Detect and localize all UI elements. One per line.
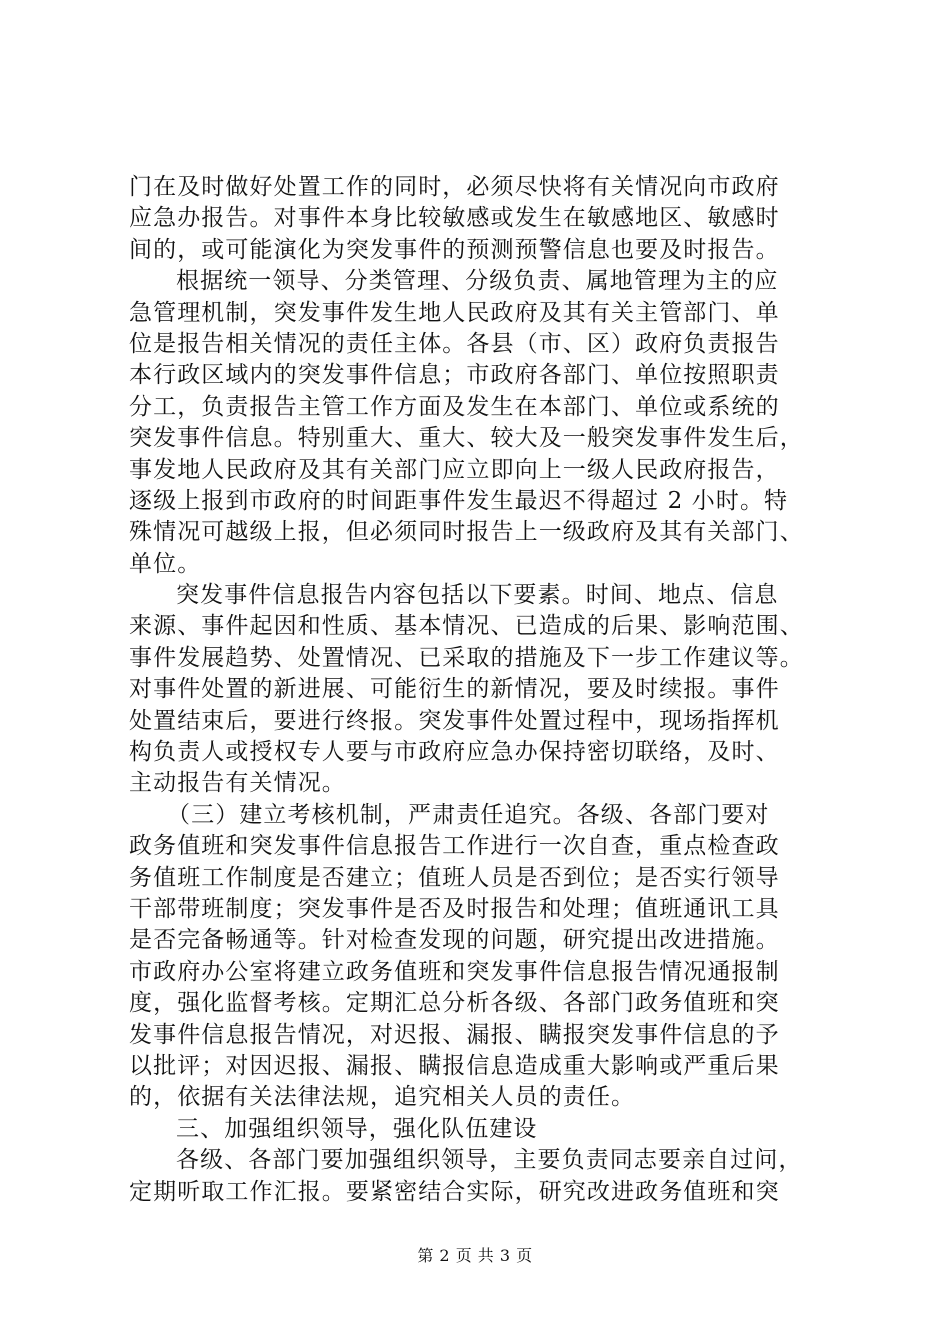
text-line: 殊情况可越级上报，但必须同时报告上一级政府及其有关部门、: [129, 519, 804, 546]
text-line: 本行政区域内的突发事件信息；市政府各部门、单位按照职责: [129, 362, 780, 389]
paragraph-start-line: 根据统一领导、分类管理、分级负责、属地管理为主的应: [176, 268, 779, 295]
text-line: 逐级上报到市政府的时间距事件发生最迟不得超过 2 小时。特: [129, 487, 789, 514]
paragraph-start-line: 各级、各部门要加强组织领导，主要负责同志要亲自过问，: [176, 1147, 803, 1174]
text-line: 以批评；对因迟报、漏报、瞒报信息造成重大影响或严重后果: [129, 1052, 780, 1079]
text-line: 门在及时做好处置工作的同时，必须尽快将有关情况向市政府: [129, 174, 780, 200]
text-line: 市政府办公室将建立政务值班和突发事件信息报告情况通报制: [129, 958, 780, 985]
text-line: 单位。: [129, 550, 202, 577]
text-line: 事件发展趋势、处置情况、已采取的措施及下一步工作建议等。: [129, 644, 804, 671]
text-line: 对事件处置的新进展、可能衍生的新情况，要及时续报。事件: [129, 676, 780, 703]
section-heading-line: （三）建立考核机制，严肃责任追究。各级、各部门要对: [167, 801, 770, 828]
text-line: 位是报告相关情况的责任主体。各县（市、区）政府负责报告: [129, 330, 780, 357]
text-line: 应急办报告。对事件本身比较敏感或发生在敏感地区、敏感时: [129, 205, 780, 232]
paragraph-start-line: 突发事件信息报告内容包括以下要素。时间、地点、信息: [176, 582, 779, 609]
document-body: [129, 172, 829, 1208]
text-line: 发事件信息报告情况，对迟报、漏报、瞒报突发事件信息的予: [129, 1021, 780, 1048]
text-line: 突发事件信息。特别重大、重大、较大及一般突发事件发生后，: [129, 425, 804, 452]
text-line: 来源、事件起因和性质、基本情况、已造成的后果、影响范围、: [129, 613, 804, 640]
text-line: 事发地人民政府及其有关部门应立即向上一级人民政府报告，: [129, 456, 780, 483]
text-line: 处置结束后，要进行终报。突发事件处置过程中，现场指挥机: [129, 707, 780, 734]
text-line: 务值班工作制度是否建立；值班人员是否到位；是否实行领导: [129, 864, 780, 891]
text-line: 主动报告有关情况。: [129, 770, 346, 797]
text-line: 定期听取工作汇报。要紧密结合实际，研究改进政务值班和突: [129, 1178, 780, 1205]
text-line: 政务值班和突发事件信息报告工作进行一次自查，重点检查政: [129, 833, 780, 860]
text-line: 急管理机制，突发事件发生地人民政府及其有关主管部门、单: [129, 299, 780, 326]
text-line: 间的，或可能演化为突发事件的预测预警信息也要及时报告。: [129, 236, 780, 263]
text-line: 度，强化监督考核。定期汇总分析各级、各部门政务值班和突: [129, 990, 780, 1017]
text-line: 分工，负责报告主管工作方面及发生在本部门、单位或系统的: [129, 393, 780, 420]
section-heading-line: 三、加强组织领导，强化队伍建设: [176, 1115, 538, 1142]
text-line: 是否完备畅通等。针对检查发现的问题，研究提出改进措施。: [129, 927, 780, 954]
text-line: 的，依据有关法律法规，追究相关人员的责任。: [129, 1084, 636, 1111]
text-line: 构负责人或授权专人要与市政府应急办保持密切联络，及时、: [129, 739, 780, 766]
text-line: 干部带班制度；突发事件是否及时报告和处理；值班通讯工具: [129, 895, 780, 922]
page-footer: 第 2 页 共 3 页: [417, 1246, 533, 1265]
